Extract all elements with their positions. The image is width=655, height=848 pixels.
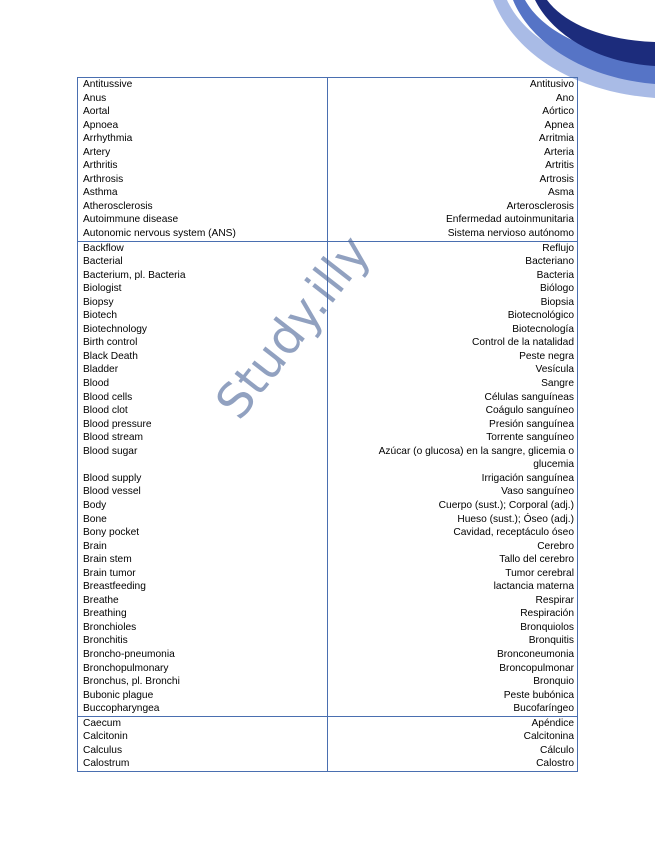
spanish-term: Tallo del cerebro [499, 554, 574, 566]
spanish-term: Cerebro [537, 540, 574, 552]
english-term: Biopsy [83, 296, 114, 308]
english-term: Breastfeeding [83, 581, 146, 593]
glossary-row [78, 404, 577, 418]
english-term: Bony pocket [83, 527, 140, 539]
watermark-text: Study.illy [205, 225, 382, 430]
glossary-row [78, 540, 577, 554]
spanish-term: Hueso (sust.); Óseo (adj.) [457, 513, 574, 525]
spanish-term: Coágulo sanguíneo [485, 405, 574, 417]
glossary-row [78, 662, 577, 676]
english-term: Autonomic nervous system (ANS) [83, 228, 236, 240]
spanish-term: Bronquio [533, 676, 574, 688]
english-term: Breathe [83, 594, 119, 606]
glossary-row [78, 499, 577, 513]
english-term: Atherosclerosis [83, 200, 153, 212]
english-term: Blood vessel [83, 486, 141, 498]
english-term: Calostrum [83, 758, 130, 770]
glossary-row [78, 255, 577, 269]
glossary-row [78, 323, 577, 337]
spanish-term: Arteria [543, 146, 574, 158]
english-term: Arrhythmia [83, 133, 133, 145]
english-term: Blood [83, 378, 110, 390]
glossary-row [78, 689, 577, 703]
glossary-row [78, 78, 577, 92]
english-term: Calculus [83, 744, 123, 756]
glossary-row [78, 269, 577, 283]
glossary-table [77, 77, 578, 772]
spanish-term: Vesícula [535, 364, 574, 376]
spanish-term: Bacteria [536, 269, 574, 281]
english-term: Backflow [83, 242, 124, 254]
english-term: Bacterium, pl. Bacteria [83, 269, 186, 281]
english-term: Blood pressure [83, 418, 152, 430]
glossary-section [78, 78, 577, 241]
spanish-term: Enfermedad autoinmunitaria [446, 214, 574, 226]
english-term: Black Death [83, 350, 138, 362]
glossary-row [78, 513, 577, 527]
glossary-row [78, 567, 577, 581]
spanish-term: Biotecnología [512, 323, 574, 335]
spanish-term: Biotecnológico [507, 310, 574, 322]
glossary-row [78, 634, 577, 648]
english-term: Bladder [83, 364, 119, 376]
glossary-row [78, 363, 577, 377]
spanish-term: Sangre [541, 378, 574, 390]
glossary-row [78, 717, 577, 731]
english-term: Buccopharyngea [83, 703, 160, 715]
english-term: Asthma [83, 187, 118, 199]
glossary-row [78, 92, 577, 106]
english-term: Brain tumor [83, 567, 136, 579]
glossary-row [78, 526, 577, 540]
english-term: Caecum [83, 717, 121, 729]
english-term: Biologist [83, 283, 122, 295]
english-term: Breathing [83, 608, 127, 620]
spanish-term: Presión sanguínea [489, 418, 574, 430]
spanish-term: Ano [555, 92, 574, 104]
spanish-term: Bronquiolos [520, 621, 574, 633]
glossary-row [78, 485, 577, 499]
spanish-term: Calcitonina [523, 731, 574, 743]
english-term: Blood stream [83, 432, 144, 444]
glossary-row [78, 445, 577, 472]
glossary-section [78, 716, 577, 771]
glossary-row [78, 105, 577, 119]
spanish-term: Arterosclerosis [506, 200, 574, 212]
spanish-term: Biopsia [540, 296, 574, 308]
english-term: Antitussive [83, 79, 133, 90]
glossary-row [78, 282, 577, 296]
english-term: Apnoea [83, 119, 119, 131]
glossary-row [78, 309, 577, 323]
english-term: Calcitonin [83, 731, 128, 743]
spanish-term: lactancia materna [493, 581, 574, 593]
glossary-row [78, 242, 577, 256]
english-term: Biotech [83, 310, 117, 322]
english-term: Artery [83, 146, 111, 158]
spanish-term: Azúcar (o glucosa) en la sangre, glicemia o glucemia [378, 445, 574, 471]
glossary-row [78, 580, 577, 594]
english-term: Bronchitis [83, 635, 128, 647]
spanish-term: Bronquitis [528, 635, 574, 647]
spanish-term: Respirar [535, 594, 574, 606]
english-term: Blood clot [83, 405, 128, 417]
english-term: Anus [83, 92, 107, 104]
english-term: Bacterial [83, 256, 123, 268]
spanish-term: Células sanguíneas [484, 391, 574, 403]
glossary-row [78, 594, 577, 608]
spanish-term: Antitusivo [529, 79, 574, 90]
spanish-term: Vaso sanguíneo [501, 486, 574, 498]
spanish-term: Bronconeumonia [496, 648, 574, 660]
spanish-term: Biólogo [540, 283, 574, 295]
spanish-term: Cuerpo (sust.); Corporal (adj.) [438, 499, 574, 511]
glossary-row [78, 730, 577, 744]
glossary-row [78, 296, 577, 310]
glossary-row [78, 336, 577, 350]
glossary-row [78, 200, 577, 214]
spanish-term: Apéndice [531, 717, 574, 729]
english-term: Bone [83, 513, 107, 525]
glossary-row [78, 757, 577, 771]
spanish-term: Cálculo [540, 744, 574, 756]
glossary-row [78, 744, 577, 758]
glossary-row [78, 132, 577, 146]
glossary-row [78, 146, 577, 160]
glossary-row [78, 553, 577, 567]
english-term: Bronchopulmonary [83, 662, 169, 674]
glossary-row [78, 675, 577, 689]
english-term: Aortal [83, 106, 110, 118]
glossary-row [78, 472, 577, 486]
spanish-term: Control de la natalidad [472, 337, 574, 349]
spanish-term: Bucofaríngeo [513, 703, 574, 715]
spanish-term: Calostro [536, 758, 574, 770]
english-term: Broncho-pneumonia [83, 648, 175, 660]
english-term: Body [83, 499, 107, 511]
glossary-row [78, 377, 577, 391]
spanish-term: Asma [547, 187, 574, 199]
english-term: Blood cells [83, 391, 133, 403]
glossary-row [78, 173, 577, 187]
english-term: Blood supply [83, 472, 142, 484]
english-term: Biotechnology [83, 323, 148, 335]
spanish-term: Sistema nervioso autónomo [447, 228, 574, 240]
glossary-row [78, 350, 577, 364]
spanish-term: Artritis [545, 160, 574, 172]
spanish-term: Torrente sanguíneo [486, 432, 574, 444]
spanish-term: Broncopulmonar [499, 662, 574, 674]
english-term: Bubonic plague [83, 689, 154, 701]
spanish-term: Cavidad, receptáculo óseo [453, 527, 574, 539]
glossary-row [78, 119, 577, 133]
english-term: Arthrosis [83, 173, 124, 185]
glossary-row [78, 159, 577, 173]
spanish-term: Artrosis [539, 173, 574, 185]
glossary-row [78, 607, 577, 621]
glossary-section [78, 241, 577, 716]
glossary-row [78, 186, 577, 200]
spanish-term: Irrigación sanguínea [481, 472, 574, 484]
glossary-row [78, 648, 577, 662]
glossary-row [78, 418, 577, 432]
spanish-term: Tumor cerebral [505, 567, 574, 579]
spanish-term: Aórtico [542, 106, 574, 118]
glossary-row [78, 391, 577, 405]
spanish-term: Arritmia [538, 133, 574, 145]
glossary-row [78, 621, 577, 635]
english-term: Birth control [83, 337, 138, 349]
english-term: Arthritis [83, 160, 118, 172]
spanish-term: Bacteriano [525, 256, 574, 268]
english-term: Bronchioles [83, 621, 137, 633]
spanish-term: Peste bubónica [503, 689, 574, 701]
spanish-term: Apnea [544, 119, 574, 131]
english-term: Autoimmune disease [83, 214, 179, 226]
english-term: Brain stem [83, 554, 132, 566]
english-term: Brain [83, 540, 107, 552]
glossary-row [78, 702, 577, 716]
spanish-term: Peste negra [519, 350, 574, 362]
glossary-row [78, 213, 577, 227]
spanish-term: Reflujo [542, 242, 574, 254]
english-term: Blood sugar [83, 445, 138, 457]
spanish-term: Respiración [520, 608, 574, 620]
glossary-row [78, 227, 577, 241]
english-term: Bronchus, pl. Bronchi [83, 676, 180, 688]
glossary-row [78, 431, 577, 445]
